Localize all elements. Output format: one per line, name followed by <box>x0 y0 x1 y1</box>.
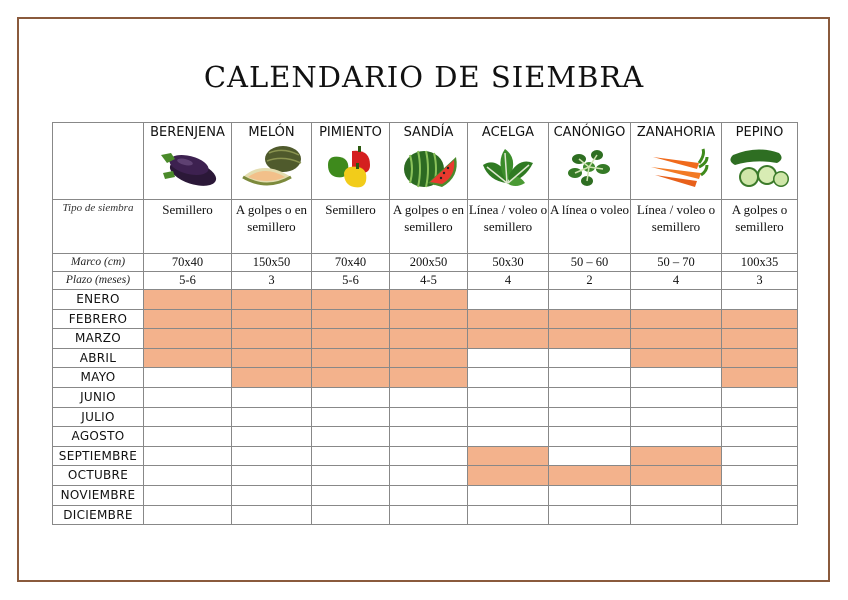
sowing-cell-empty <box>312 485 390 505</box>
sowing-cell-empty <box>631 290 722 310</box>
sowing-cell-empty <box>468 290 549 310</box>
sowing-type-cell: Línea / voleo o semillero <box>631 200 722 254</box>
sowing-cell-empty <box>390 466 468 486</box>
watermelon-icon <box>390 143 467 199</box>
sowing-cell-empty <box>312 387 390 407</box>
sowing-cell-active <box>312 348 390 368</box>
sowing-type-label: Tipo de siembra <box>53 200 144 254</box>
sowing-cell-empty <box>468 368 549 388</box>
spacing-cell: 100x35 <box>722 254 798 272</box>
sowing-cell-empty <box>144 505 232 525</box>
month-row <box>53 427 798 447</box>
month-label: SEPTIEMBRE <box>53 446 144 466</box>
sowing-cell-empty <box>144 466 232 486</box>
page-title: CALENDARIO DE SIEMBRA <box>203 60 645 94</box>
sowing-cell-empty <box>722 485 798 505</box>
sowing-cell-empty <box>468 407 549 427</box>
crop-name: ZANAHORIA <box>636 125 716 140</box>
sowing-cell-active <box>144 290 232 310</box>
sowing-cell-empty <box>312 427 390 447</box>
sowing-cell-empty <box>312 505 390 525</box>
sowing-cell-active <box>390 368 468 388</box>
crop-header-cell <box>312 123 390 200</box>
sowing-cell-empty <box>144 368 232 388</box>
sowing-cell-empty <box>722 387 798 407</box>
month-row <box>53 446 798 466</box>
duration-cell: 2 <box>549 272 631 290</box>
month-row <box>53 309 798 329</box>
month-label: MARZO <box>53 329 144 349</box>
duration-cell: 3 <box>232 272 312 290</box>
crop-header-cell <box>549 123 631 200</box>
sowing-cell-empty <box>232 466 312 486</box>
sowing-cell-empty <box>144 446 232 466</box>
sowing-cell-empty <box>232 427 312 447</box>
sowing-cell-empty <box>549 407 631 427</box>
lambs-lettuce-icon <box>549 143 630 199</box>
sowing-cell-empty <box>549 348 631 368</box>
duration-cell: 4 <box>468 272 549 290</box>
sowing-cell-empty <box>390 427 468 447</box>
month-row <box>53 387 798 407</box>
sowing-cell-active <box>631 466 722 486</box>
sowing-cell-empty <box>468 427 549 447</box>
sowing-cell-empty <box>631 407 722 427</box>
chard-icon <box>468 143 548 199</box>
sowing-cell-active <box>631 309 722 329</box>
crop-name: SANDÍA <box>403 125 454 140</box>
sowing-cell-empty <box>312 446 390 466</box>
spacing-cell: 150x50 <box>232 254 312 272</box>
month-label: JULIO <box>53 407 144 427</box>
sowing-cell-empty <box>722 427 798 447</box>
sowing-cell-empty <box>232 446 312 466</box>
sowing-cell-empty <box>312 407 390 427</box>
duration-cell: 4-5 <box>390 272 468 290</box>
sowing-cell-active <box>390 348 468 368</box>
sowing-cell-active <box>144 329 232 349</box>
sowing-type-row <box>53 200 798 254</box>
sowing-cell-empty <box>631 368 722 388</box>
sowing-cell-active <box>232 290 312 310</box>
sowing-cell-empty <box>549 368 631 388</box>
sowing-cell-active <box>722 309 798 329</box>
sowing-cell-empty <box>312 466 390 486</box>
sowing-cell-active <box>631 329 722 349</box>
month-row <box>53 466 798 486</box>
sowing-cell-empty <box>390 446 468 466</box>
crop-header-row <box>53 123 798 200</box>
sowing-cell-active <box>232 309 312 329</box>
sowing-type-cell: Semillero <box>312 200 390 254</box>
sowing-cell-active <box>390 290 468 310</box>
sowing-cell-active <box>549 466 631 486</box>
spacing-cell: 50 – 70 <box>631 254 722 272</box>
crop-header-cell <box>390 123 468 200</box>
sowing-cell-empty <box>390 407 468 427</box>
sowing-calendar-table <box>52 122 798 525</box>
month-label: OCTUBRE <box>53 466 144 486</box>
sowing-cell-empty <box>631 485 722 505</box>
crop-name: PEPINO <box>735 125 784 140</box>
melon-icon <box>232 143 311 199</box>
sowing-cell-empty <box>390 505 468 525</box>
spacing-label: Marco (cm) <box>53 254 144 272</box>
sowing-cell-empty <box>549 446 631 466</box>
sowing-type-cell: Semillero <box>144 200 232 254</box>
month-label: ENERO <box>53 290 144 310</box>
month-label: DICIEMBRE <box>53 505 144 525</box>
sowing-cell-active <box>631 348 722 368</box>
spacing-cell: 50x30 <box>468 254 549 272</box>
sowing-cell-active <box>722 368 798 388</box>
pepper-icon <box>312 143 389 199</box>
month-label: FEBRERO <box>53 309 144 329</box>
duration-label: Plazo (meses) <box>53 272 144 290</box>
crop-header-cell <box>631 123 722 200</box>
sowing-cell-empty <box>232 387 312 407</box>
sowing-cell-active <box>468 446 549 466</box>
sowing-cell-empty <box>549 485 631 505</box>
sowing-cell-active <box>390 329 468 349</box>
duration-cell: 4 <box>631 272 722 290</box>
month-row <box>53 290 798 310</box>
crop-header-cell <box>468 123 549 200</box>
spacing-cell: 70x40 <box>312 254 390 272</box>
sowing-cell-active <box>232 368 312 388</box>
crop-name: PIMIENTO <box>319 125 382 140</box>
sowing-cell-active <box>232 348 312 368</box>
sowing-cell-empty <box>468 348 549 368</box>
eggplant-icon <box>144 143 231 199</box>
sowing-cell-active <box>549 309 631 329</box>
sowing-cell-active <box>312 329 390 349</box>
sowing-type-cell: Línea / voleo o semillero <box>468 200 549 254</box>
sowing-cell-empty <box>549 505 631 525</box>
crop-name: MELÓN <box>248 125 295 140</box>
sowing-cell-empty <box>549 387 631 407</box>
sowing-cell-empty <box>390 485 468 505</box>
month-label: NOVIEMBRE <box>53 485 144 505</box>
sowing-cell-empty <box>468 485 549 505</box>
spacing-cell: 50 – 60 <box>549 254 631 272</box>
sowing-cell-active <box>232 329 312 349</box>
sowing-cell-active <box>144 348 232 368</box>
carrot-icon <box>631 143 721 199</box>
sowing-cell-empty <box>722 505 798 525</box>
month-row <box>53 329 798 349</box>
crop-name: ACELGA <box>481 125 535 140</box>
sowing-cell-empty <box>722 466 798 486</box>
sowing-cell-active <box>312 290 390 310</box>
sowing-cell-empty <box>144 387 232 407</box>
duration-cell: 3 <box>722 272 798 290</box>
month-row <box>53 368 798 388</box>
sowing-cell-empty <box>722 446 798 466</box>
duration-row <box>53 272 798 290</box>
crop-header-cell <box>722 123 798 200</box>
cucumber-icon <box>722 143 797 199</box>
sowing-cell-empty <box>631 505 722 525</box>
sowing-cell-active <box>631 446 722 466</box>
sowing-cell-active <box>722 329 798 349</box>
sowing-cell-empty <box>468 387 549 407</box>
sowing-cell-active <box>468 309 549 329</box>
duration-cell: 5-6 <box>312 272 390 290</box>
month-row <box>53 348 798 368</box>
sowing-cell-active <box>468 329 549 349</box>
sowing-cell-active <box>722 348 798 368</box>
sowing-cell-empty <box>722 290 798 310</box>
sowing-cell-active <box>312 368 390 388</box>
month-label: AGOSTO <box>53 427 144 447</box>
sowing-cell-empty <box>232 485 312 505</box>
sowing-cell-empty <box>144 427 232 447</box>
sowing-cell-empty <box>549 290 631 310</box>
month-row <box>53 505 798 525</box>
month-label: ABRIL <box>53 348 144 368</box>
sowing-cell-empty <box>631 387 722 407</box>
sowing-cell-empty <box>390 387 468 407</box>
crop-name: CANÓNIGO <box>553 125 626 140</box>
crop-name: BERENJENA <box>150 125 225 140</box>
header-corner-cell <box>53 123 144 200</box>
sowing-cell-active <box>390 309 468 329</box>
sowing-cell-empty <box>232 505 312 525</box>
spacing-row <box>53 254 798 272</box>
sowing-cell-active <box>549 329 631 349</box>
duration-cell: 5-6 <box>144 272 232 290</box>
sowing-type-cell: A golpes o en semillero <box>390 200 468 254</box>
month-label: JUNIO <box>53 387 144 407</box>
sowing-cell-empty <box>232 407 312 427</box>
spacing-cell: 200x50 <box>390 254 468 272</box>
sowing-cell-empty <box>549 427 631 447</box>
sowing-cell-empty <box>144 485 232 505</box>
sowing-cell-empty <box>631 427 722 447</box>
sowing-cell-active <box>312 309 390 329</box>
crop-header-cell <box>144 123 232 200</box>
sowing-type-cell: A golpes o semillero <box>722 200 798 254</box>
sowing-type-cell: A línea o voleo <box>549 200 631 254</box>
sowing-type-cell: A golpes o en semillero <box>232 200 312 254</box>
month-row <box>53 485 798 505</box>
sowing-cell-empty <box>144 407 232 427</box>
sowing-cell-active <box>144 309 232 329</box>
sowing-cell-empty <box>468 505 549 525</box>
crop-header-cell <box>232 123 312 200</box>
month-label: MAYO <box>53 368 144 388</box>
sowing-cell-empty <box>722 407 798 427</box>
sowing-cell-active <box>468 466 549 486</box>
month-row <box>53 407 798 427</box>
spacing-cell: 70x40 <box>144 254 232 272</box>
